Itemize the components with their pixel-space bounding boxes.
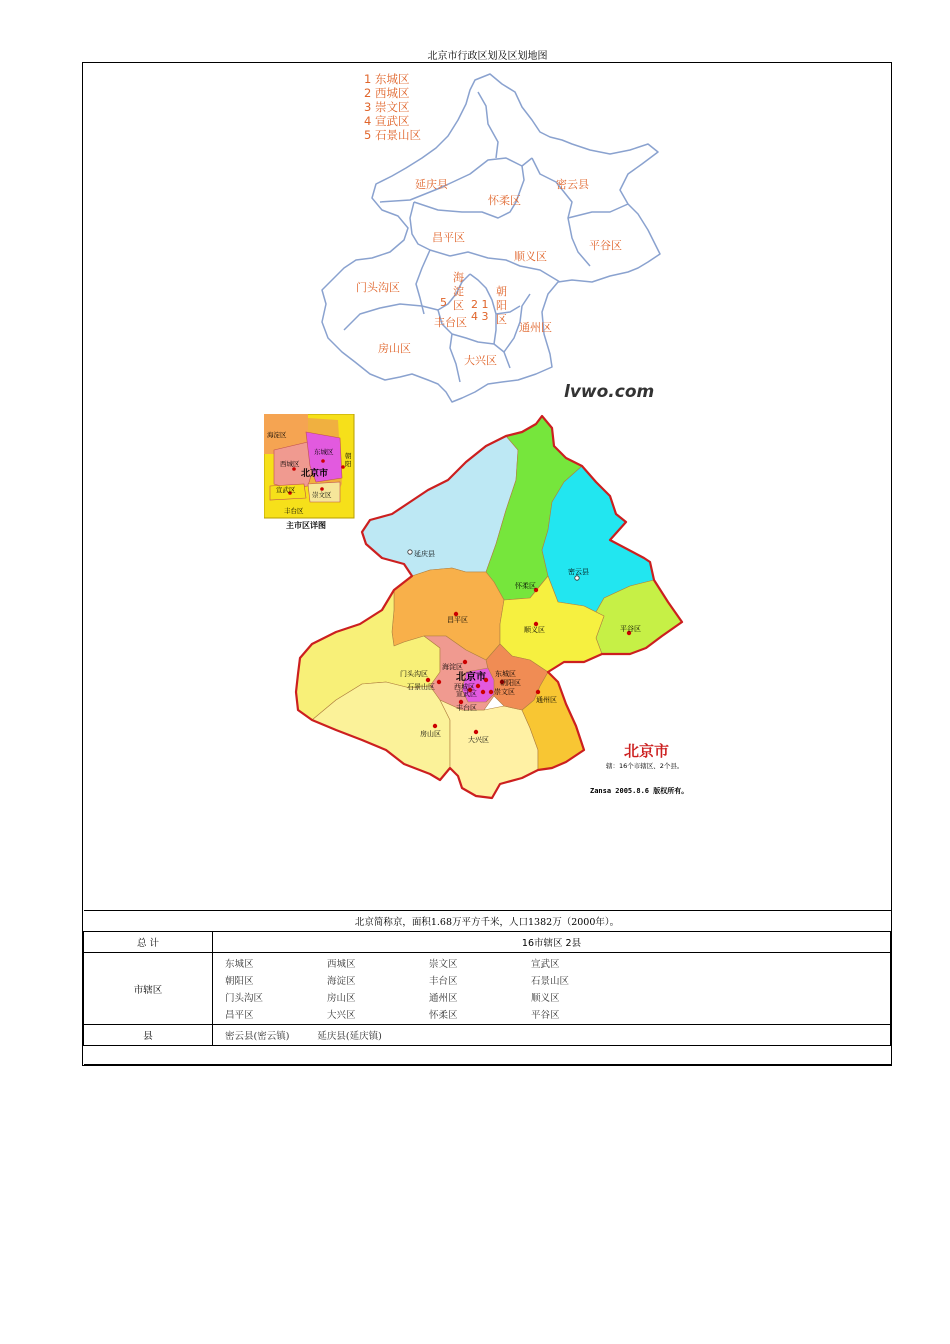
inset-caption: 主市区详图 bbox=[286, 521, 326, 530]
county-item: 密云县(密云镇) bbox=[225, 1031, 290, 1042]
map-label-miyun: 密云县 bbox=[568, 568, 589, 576]
district-seat-dot bbox=[476, 684, 480, 688]
inset-label-beijing: 北京市 bbox=[301, 469, 329, 479]
map-label-beijing: 北京市 bbox=[456, 672, 486, 683]
inset-label-haidian: 海淀区 bbox=[267, 431, 287, 439]
inset-label-chaoyang-1: 朝 bbox=[345, 452, 352, 460]
label-chaoyang-1: 朝 bbox=[496, 285, 507, 298]
label-shunyi: 顺义区 bbox=[514, 250, 547, 263]
district-item: 朝阳区 bbox=[225, 976, 254, 987]
district-seat-dot bbox=[489, 690, 493, 694]
district-item: 昌平区 bbox=[225, 1010, 254, 1021]
legend-item-5: 5 石景山区 bbox=[364, 128, 421, 142]
inset-label-chaoyang-2: 阳 bbox=[345, 460, 352, 468]
total-value: 16市辖区 2县 bbox=[213, 932, 891, 953]
counties-label: 县 bbox=[84, 1025, 213, 1046]
admin-division-table bbox=[83, 910, 891, 1065]
map-label-huairou: 怀柔区 bbox=[515, 582, 536, 590]
district-seat-dot bbox=[536, 690, 540, 694]
district-item: 怀柔区 bbox=[429, 1010, 458, 1021]
legend-item-1: 1 东城区 bbox=[364, 72, 410, 86]
label-mentougou: 门头沟区 bbox=[356, 281, 400, 294]
map-label-fengtai: 丰台区 bbox=[456, 704, 477, 712]
label-haidian-2: 淀 bbox=[453, 285, 464, 298]
label-num-5: 5 bbox=[440, 296, 447, 309]
map-credit: Zansa 2005.8.6 版权所有。 bbox=[590, 787, 689, 795]
county-item: 延庆县(延庆镇) bbox=[317, 1031, 382, 1042]
label-huairou: 怀柔区 bbox=[488, 194, 521, 207]
total-label: 总 计 bbox=[84, 932, 213, 953]
district-seat-dot bbox=[463, 660, 467, 664]
map-label-haidian: 海淀区 bbox=[442, 663, 463, 671]
map-label-shunyi: 顺义区 bbox=[524, 626, 545, 634]
district-item: 西城区 bbox=[327, 959, 356, 970]
summary-text: 北京简称京，面积1.68万平方千米，人口1382万（2000年）。 bbox=[84, 911, 891, 932]
map-label-shijingshan: 石景山区 bbox=[407, 683, 435, 691]
label-miyun: 密云县 bbox=[556, 178, 589, 191]
label-changping: 昌平区 bbox=[432, 231, 465, 244]
map-label-changping: 昌平区 bbox=[447, 616, 468, 624]
district-item: 平谷区 bbox=[531, 1010, 560, 1021]
inset-label-fengtai: 丰台区 bbox=[284, 507, 304, 515]
label-chaoyang-2: 阳 bbox=[496, 299, 507, 312]
map-label-fangshan: 房山区 bbox=[420, 730, 441, 738]
label-num-43: 4 3 bbox=[471, 310, 489, 323]
label-haidian-1: 海 bbox=[453, 271, 464, 284]
inset-label-xuanwu: 宣武区 bbox=[276, 486, 296, 494]
district-seat-dot bbox=[426, 678, 430, 682]
district-seat-dot bbox=[481, 690, 485, 694]
map-label-tongzhou: 通州区 bbox=[536, 696, 557, 704]
label-haidian-3: 区 bbox=[453, 299, 464, 312]
map-label-pinggu: 平谷区 bbox=[620, 625, 641, 633]
map-label-daxing: 大兴区 bbox=[468, 736, 489, 744]
district-seat-dot bbox=[408, 550, 412, 554]
district-item: 房山区 bbox=[327, 993, 356, 1004]
label-pinggu: 平谷区 bbox=[589, 239, 622, 252]
district-item: 丰台区 bbox=[429, 976, 458, 987]
legend-item-3: 3 崇文区 bbox=[364, 100, 410, 114]
map-label-xicheng: 西城区 bbox=[454, 683, 475, 691]
legend-item-4: 4 宣武区 bbox=[364, 114, 410, 128]
district-item: 通州区 bbox=[429, 993, 458, 1004]
district-seat-dot bbox=[433, 724, 437, 728]
map-label-mentougou: 门头沟区 bbox=[400, 670, 428, 678]
map-label-chaoyang: 朝阳区 bbox=[500, 679, 521, 687]
map-title: 北京市 bbox=[624, 742, 670, 760]
district-item: 海淀区 bbox=[327, 976, 356, 987]
district-item: 东城区 bbox=[225, 959, 254, 970]
districts-label: 市辖区 bbox=[84, 953, 213, 1025]
county-list bbox=[213, 1025, 890, 1045]
district-seat-dot bbox=[474, 730, 478, 734]
map-label-yanqing: 延庆县 bbox=[414, 550, 435, 558]
district-seat-dot bbox=[437, 680, 441, 684]
label-daxing: 大兴区 bbox=[464, 354, 497, 367]
label-fengtai: 丰台区 bbox=[434, 316, 467, 329]
map-label-xuanwu: 宣武区 bbox=[456, 690, 477, 698]
label-tongzhou: 通州区 bbox=[519, 321, 552, 334]
label-fangshan: 房山区 bbox=[378, 342, 411, 355]
label-yanqing: 延庆县 bbox=[415, 178, 448, 191]
district-item: 石景山区 bbox=[531, 976, 570, 987]
district-item: 门头沟区 bbox=[225, 993, 264, 1004]
map-label-dongcheng: 东城区 bbox=[495, 670, 516, 678]
inset-label-chongwen: 崇文区 bbox=[312, 491, 332, 499]
district-item: 大兴区 bbox=[327, 1010, 356, 1021]
inset-label-dongcheng: 东城区 bbox=[314, 448, 334, 456]
upper-outline-map bbox=[310, 62, 670, 412]
inset-label-xicheng: 西城区 bbox=[280, 460, 300, 468]
color-district-map bbox=[290, 410, 710, 805]
blank-row bbox=[84, 1046, 891, 1065]
district-list bbox=[213, 953, 890, 1024]
page-title: 北京市行政区划及区划地图 bbox=[427, 51, 548, 62]
map-subtitle: 辖：16个市辖区、2个县。 bbox=[606, 762, 684, 770]
district-seat-dot bbox=[575, 576, 579, 580]
region-daxing bbox=[440, 700, 538, 798]
label-chaoyang-3: 区 bbox=[496, 313, 507, 326]
map-label-chongwen: 崇文区 bbox=[494, 688, 515, 696]
watermark: lvwo.com bbox=[564, 382, 655, 402]
district-item: 宣武区 bbox=[531, 959, 560, 970]
district-item: 顺义区 bbox=[531, 993, 560, 1004]
district-item: 崇文区 bbox=[429, 959, 458, 970]
label-num-21: 2 1 bbox=[471, 298, 489, 311]
legend-item-2: 2 西城区 bbox=[364, 86, 410, 100]
